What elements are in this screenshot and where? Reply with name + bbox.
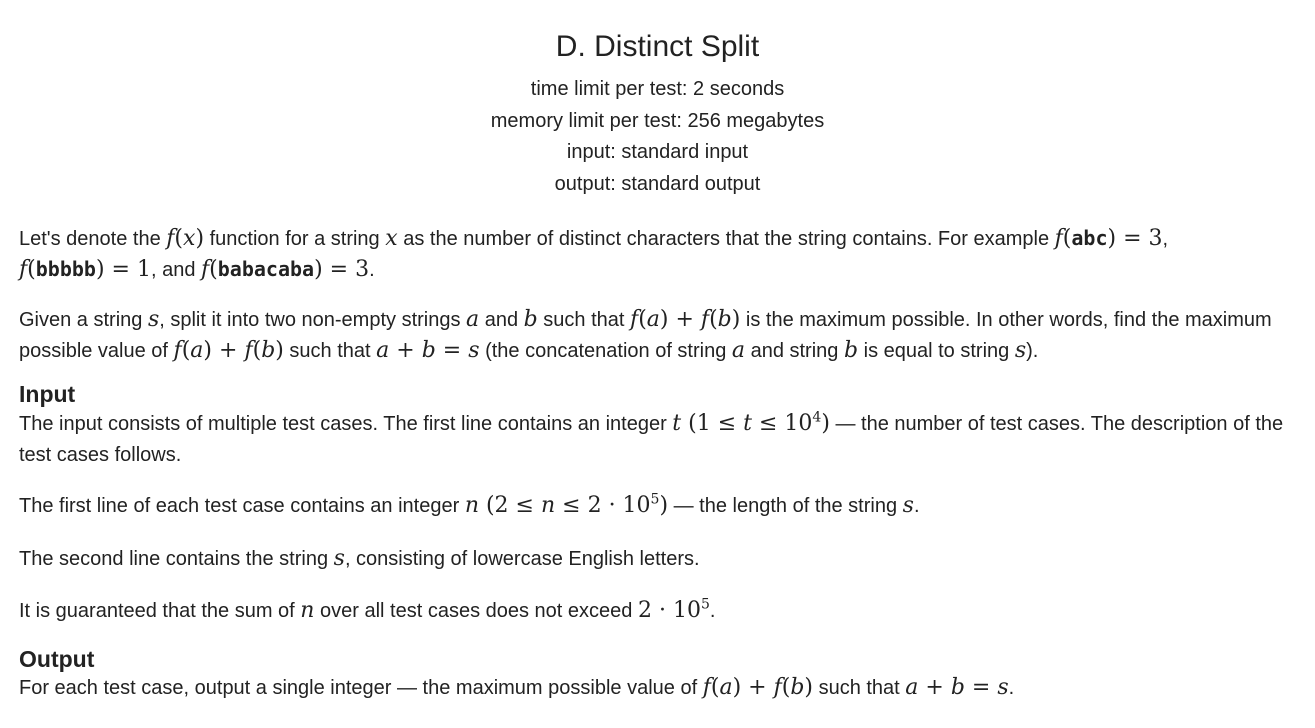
problem-header xyxy=(0,0,1315,200)
input-file: input: standard input xyxy=(566,141,749,163)
statement-paragraph-1: Let's denote the f(x) function for a string x as the number of distinct characters that the string contains. For example f(abc) = 3, f(bbbbb) = 1, and f(babacaba) = 3. xyxy=(19,226,1169,282)
problem-statement xyxy=(19,224,1307,703)
input-paragraph-3: The second line contains the string s, consisting of lowercase English letters. xyxy=(19,545,700,571)
statement-paragraph-2: Given a string s, split it into two non-empty strings a and b such that f(a) + f(b) is the maximum possible. In other words, find the maximum possible value of f(a) + f(b) such that a + b = s (the concatenation of string a and string b is equal to string s). xyxy=(19,307,1272,363)
input-section-title: Input xyxy=(19,381,76,407)
memory-limit: memory limit per test: 256 megabytes xyxy=(490,109,825,132)
input-paragraph-4: It is guaranteed that the sum of n over all test cases does not exceed $2 \cdot 10^5$. xyxy=(19,596,716,623)
input-paragraph-2: The first line of each test case contains an integer n $(2 \le n \le 2 \cdot 10^5)$ — the length of the string s. xyxy=(19,491,920,518)
output-paragraph-1: For each test case, output a single integer — the maximum possible value of f(a) + f(b) such that a + b = s. xyxy=(19,674,1015,700)
output-file: output: standard output xyxy=(554,172,761,195)
problem-title: D. Distinct Split xyxy=(555,30,760,63)
input-paragraph-1: The input consists of multiple test cases. The first line contains an integer t $(1 \le t \le 10^4)$ — the number of test cases. The description of the test cases follows. xyxy=(19,409,1284,466)
output-section-title: Output xyxy=(19,645,95,672)
time-limit: time limit per test: 2 seconds xyxy=(530,78,785,100)
